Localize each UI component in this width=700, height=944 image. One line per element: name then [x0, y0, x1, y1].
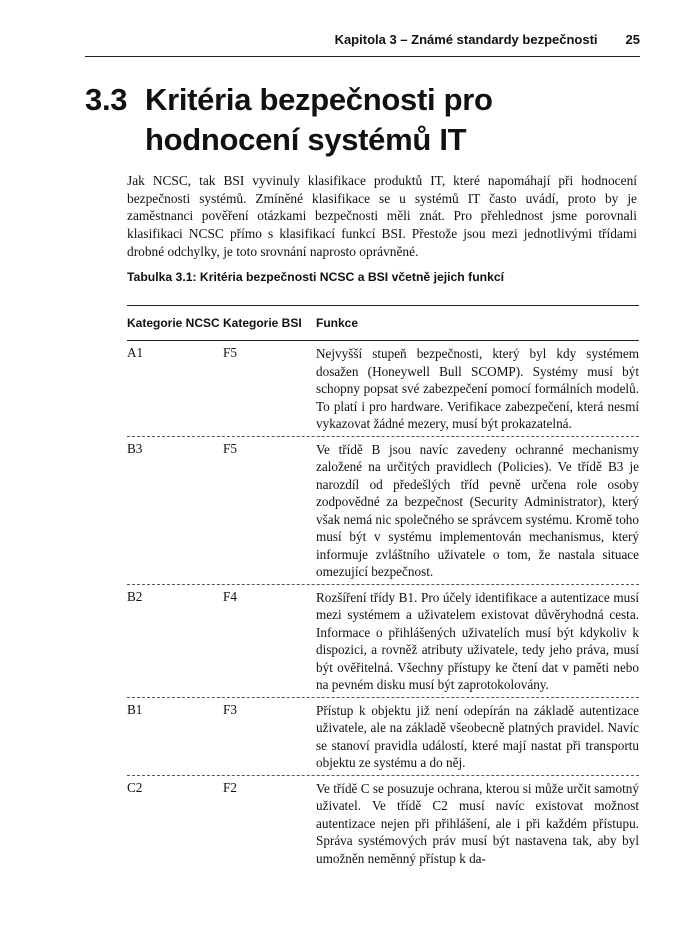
- table-caption: Tabulka 3.1: Kritéria bezpečnosti NCSC a BSI včetně jejich funkcí: [127, 270, 505, 284]
- table-row: [127, 341, 639, 437]
- function-description: Ve třídě B jsou navíc zavedeny ochranné mechanismy založené na určitých pravidlech (Policies). Ve třídě B3 je narozdíl od předešlých tříd pevně určena role osoby zodpovědné za bezpečnost (Security Administrator), který však nemá nic společného se správcem systému. Kromě toho musí být v systému implementován mechanismus, který informuje zvláštního uživatele o tom, že nastala situace omezující bezpečnost.: [316, 441, 639, 579]
- section-title-line-2: hodnocení systémů IT: [145, 122, 467, 157]
- table-row: [127, 437, 639, 585]
- page-number: 25: [625, 32, 640, 47]
- table-header-row: [127, 305, 639, 341]
- section-title-line-1: Kritéria bezpečnosti pro: [145, 82, 493, 117]
- column-header-function: Funkce: [316, 316, 359, 330]
- bsi-category: F4: [223, 588, 237, 604]
- function-description: Nejvyšší stupeň bezpečnosti, který byl kdy systémem dosažen (Honeywell Bull SCOMP). Systémy musí být schopny popsat své zabezpečení pomocí formálních modelů. To platí i pro hardware. Verifikace zabezpečení, která nesmí vykazovat žádné mezery, musí být prokazatelná.: [316, 346, 639, 431]
- section-heading: [85, 80, 645, 160]
- function-description: Ve třídě C se posuzuje ochrana, kterou si může určit samotný uživatel. Ve třídě C2 musí navíc existovat možnost autentizace nejen při přihlášení, ale i při každém přístupu. Správa systémových práv musí být nastavena tak, aby byl umožněn neměnný přístup k da-: [316, 780, 639, 866]
- table-row: [127, 776, 639, 871]
- ncsc-category: B2: [127, 588, 143, 604]
- running-header: [85, 32, 640, 57]
- section-number: 3.3: [85, 82, 128, 117]
- bsi-category: F5: [223, 440, 237, 456]
- table-row: [127, 698, 639, 776]
- column-header-ncsc: Kategorie NCSC: [127, 316, 220, 330]
- function-description: Přístup k objektu již není odepírán na základě autentizace uživatele, ale na základě všeobecně platných pravidel. Navíc se stanoví pravidla událostí, které mají nastat při transportu objektu ze systému a do něj.: [316, 702, 639, 770]
- table-row: [127, 585, 639, 698]
- bsi-category: F5: [223, 345, 237, 360]
- ncsc-category: B1: [127, 701, 143, 717]
- chapter-title: Kapitola 3 – Známé standardy bezpečnosti: [334, 32, 598, 47]
- column-header-bsi: Kategorie BSI: [223, 316, 302, 330]
- intro-paragraph: Jak NCSC, tak BSI vyvinuly klasifikace produktů IT, které napomáhají při hodnocení bezpečnosti systémů. Zmíněné klasifikace se u systémů IT často uvádí, proto by je zaměstnanci pověření otázkami bezpečnosti měli znát. Pro přehlednost jsme porovnali klasifikaci NCSC přímo s klasifikací funkcí BSI. Přestože jsou mezi jednotlivými třídami drobné odchylky, je toto srovnání naprosto oprávněné.: [127, 173, 637, 259]
- bsi-category: F3: [223, 701, 237, 717]
- ncsc-category: A1: [127, 345, 144, 360]
- criteria-table: [127, 305, 639, 870]
- ncsc-category: B3: [127, 440, 143, 456]
- ncsc-category: C2: [127, 779, 143, 795]
- bsi-category: F2: [223, 779, 237, 795]
- function-description: Rozšíření třídy B1. Pro účely identifikace a autentizace musí mezi systémem a uživatelem existovat důvěryhodná cesta. Informace o přihlášených uživatelích musí být kdykoliv k dispozici, a rovněž atributy uživatele, tedy jeho práva, musí být ověřitelná. Všechny přístupy ke čtení dat v paměti nebo na pevném disku musí být zaprotokolovány.: [316, 589, 639, 692]
